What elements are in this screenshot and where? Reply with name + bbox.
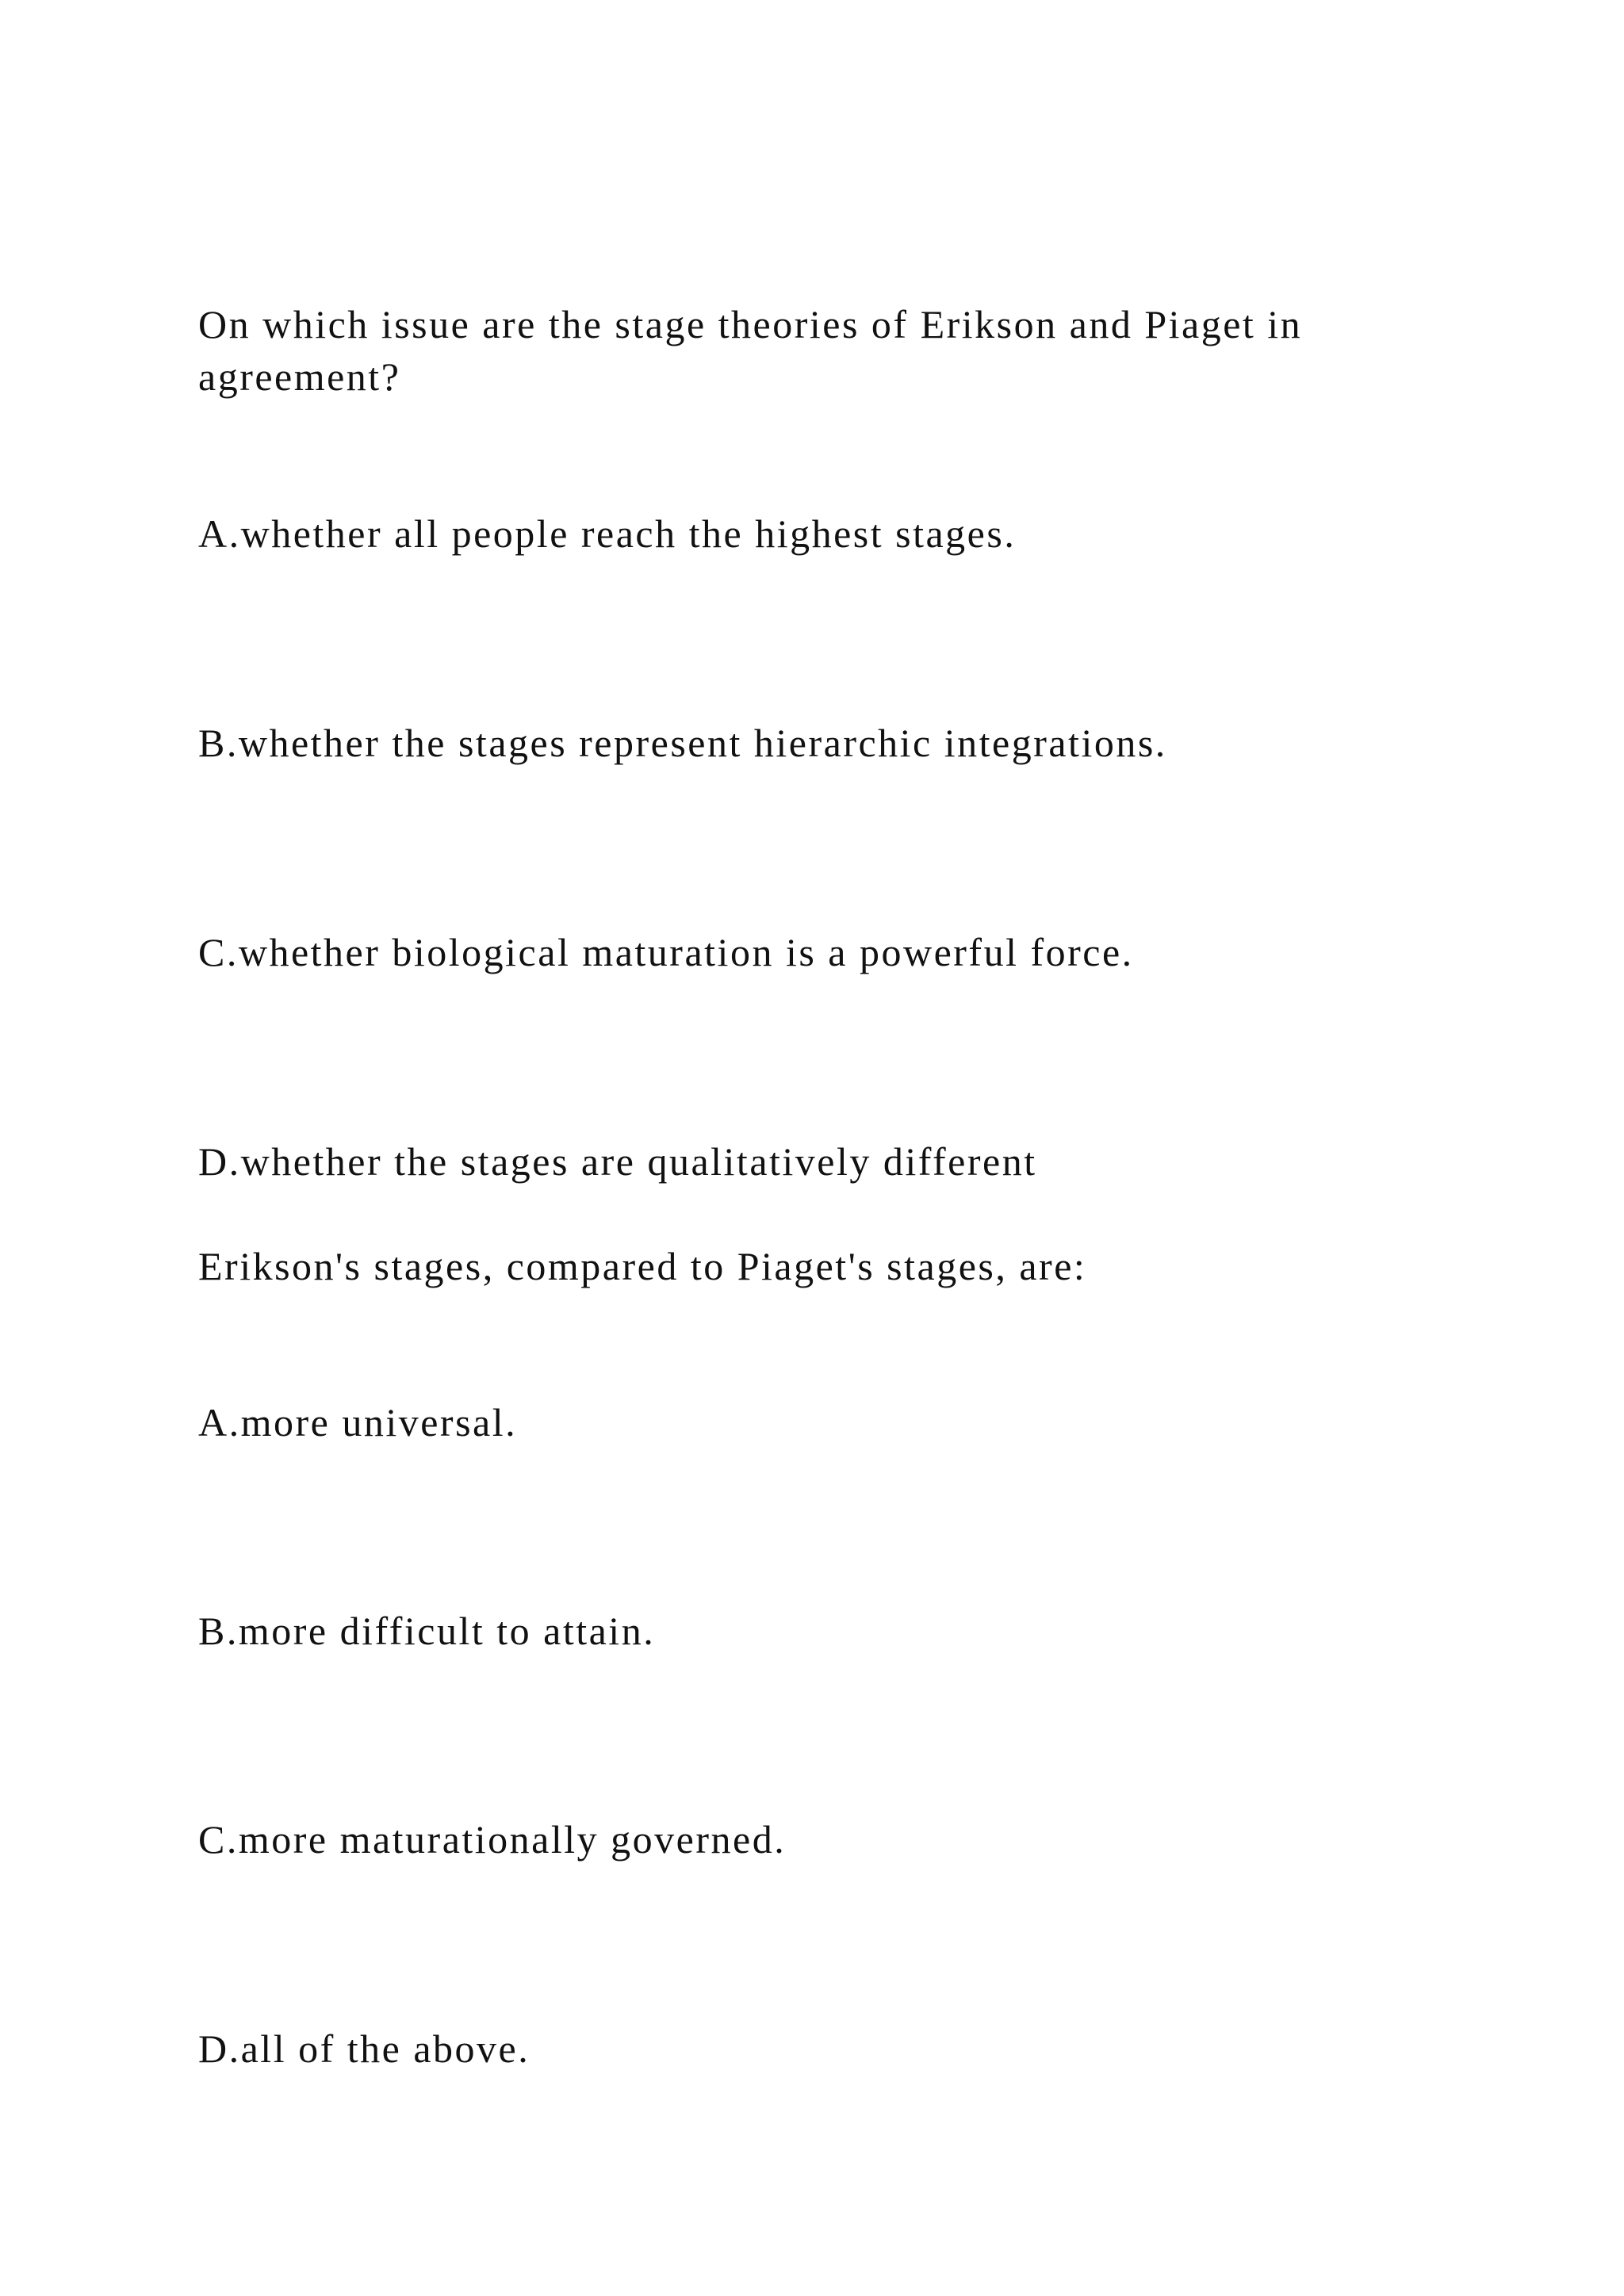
question-1-option-d: D.whether the stages are qualitatively different xyxy=(198,1139,1037,1184)
question-1-prompt: On which issue are the stage theories of Erikson and Piaget in agreement? xyxy=(198,302,1303,399)
question-2-prompt: Erikson's stages, compared to Piaget's stages, are: xyxy=(198,1244,1087,1288)
question-2-option-b: B.more difficult to attain. xyxy=(198,1609,656,1653)
question-1-option-c: C.whether biological maturation is a powerful force. xyxy=(198,930,1134,974)
question-2-option-d: D.all of the above. xyxy=(198,2026,530,2071)
question-1-option-a: A.whether all people reach the highest stages. xyxy=(198,511,1017,556)
question-2-option-a: A.more universal. xyxy=(198,1400,518,1445)
question-1-option-b: B.whether the stages represent hierarchic integrations. xyxy=(198,721,1167,765)
question-2-option-c: C.more maturationally governed. xyxy=(198,1817,787,1862)
